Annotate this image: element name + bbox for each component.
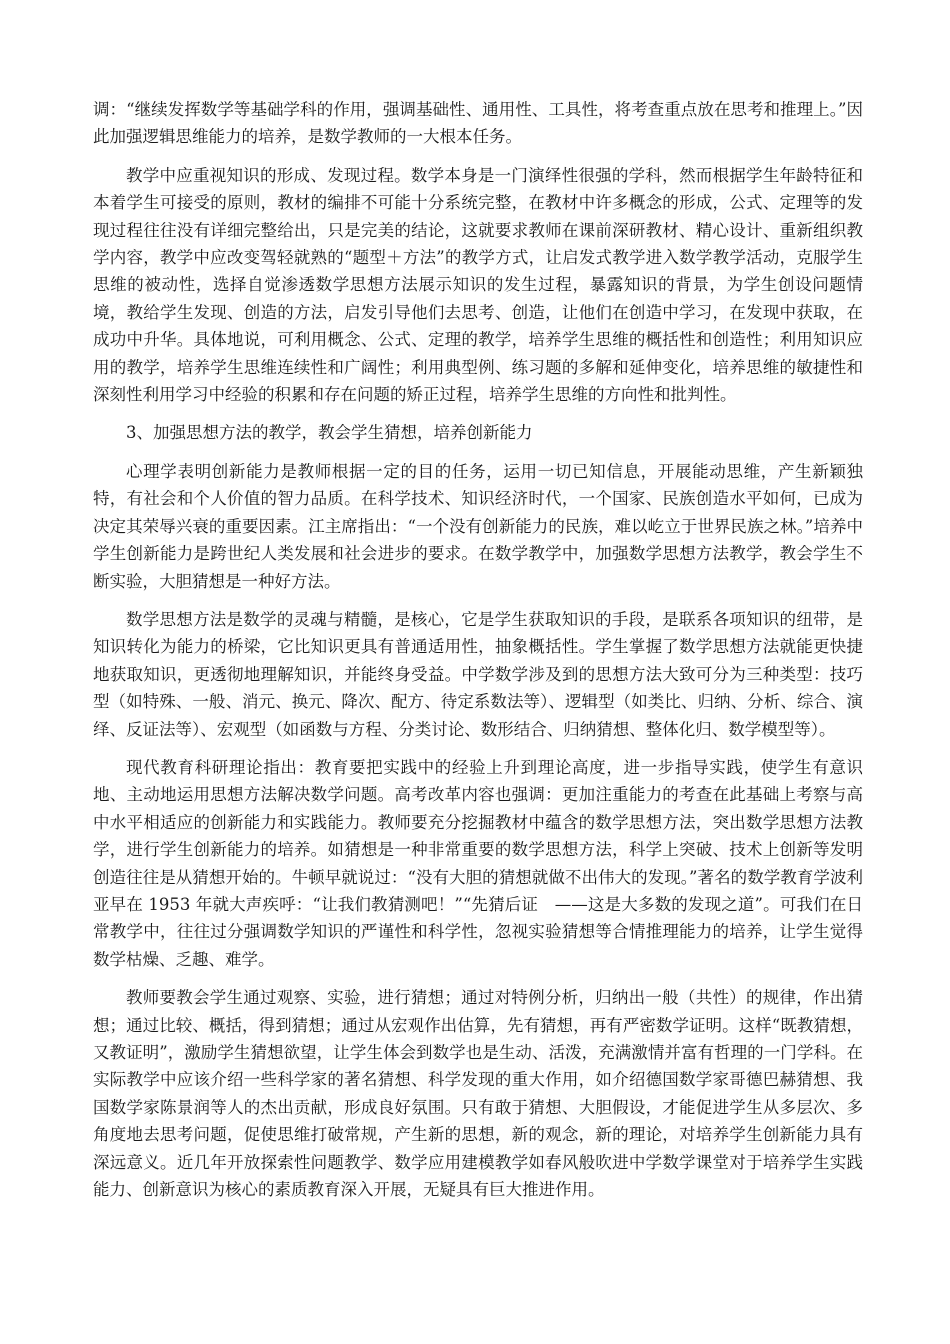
- paragraph-innovation-psychology: 心理学表明创新能力是教师根据一定的目的任务，运用一切已知信息，开展能动思维，产生新颖独特，有社会和个人价值的智力品质。在科学技术、知识经济时代，一个国家、民族创造水平如何，已成为决定其荣辱兴衰的重要因素。江主席指出：“一个没有创新能力的民族，难以屹立于世界民族之林。”培养中学生创新能力是跨世纪人类发展和社会进步的要求。在数学教学中，加强数学思想方法教学，教会学生不断实验，大胆猜想是一种好方法。: [93, 461, 863, 591]
- document-page: [93, 96, 863, 1214]
- paragraph-teach-guessing: 教师要教会学生通过观察、实验，进行猜想；通过对特例分析，归纳出一般（共性）的规律，作出猜想；通过比较、概括，得到猜想；通过从宏观作出估算，先有猜想，再有严密数学证明。这样“既教猜想，又教证明”，激励学生猜想欲望，让学生体会到数学也是生动、活泼，充满激情并富有哲理的一门学科。在实际教学中应该介绍一些科学家的著名猜想、科学发现的重大作用，如介绍德国数学家哥德巴赫猜想、我国数学家陈景润等人的杰出贡献，形成良好氛围。只有敢于猜想、大胆假设，才能促进学生从多层次、多角度地去思考问题，促使思维打破常规，产生新的思想，新的观念，新的理论，对培养学生创新能力具有深远意义。近几年开放探索性问题教学、数学应用建模教学如春风般吹进中学数学课堂对于培养学生实践能力、创新意识为核心的素质教育深入开展，无疑具有巨大推进作用。: [93, 988, 863, 1200]
- section-heading-3: 3、加强思想方法的教学，教会学生猜想，培养创新能力: [126, 423, 533, 443]
- paragraph-knowledge-formation: 教学中应重视知识的形成、发现过程。数学本身是一门演绎性很强的学科，然而根据学生年龄特征和本着学生可接受的原则，教材的编排不可能十分系统完整，在教材中许多概念的形成，公式、定理等的发现过程往往没有详细完整给出，只是完美的结论，这就要求教师在课前深研教材、精心设计、重新组织教学内容，教学中应改变驾轻就熟的“题型＋方法”的教学方式，让启发式教学进入数学教学活动，克服学生思维的被动性，选择自觉渗透数学思想方法展示知识的发生过程，暴露知识的背景，为学生创设问题情境，教给学生发现、创造的方法，启发引导他们去思考、创造，让他们在创造中学习，在发现中获取，在成功中升华。具体地说，可利用概念、公式、定理的教学，培养学生思维的概括性和创造性；利用知识应用的教学，培养学生思维连续性和广阔性；利用典型例、练习题的多解和延伸变化，培养思维的敏捷性和深刻性利用学习中经验的积累和存在问题的矫正过程，培养学生思维的方向性和批判性。: [93, 165, 863, 405]
- paragraph-thinking-methods: 数学思想方法是数学的灵魂与精髓，是核心，它是学生获取知识的手段，是联系各项知识的纽带，是知识转化为能力的桥梁，它比知识更具有普通适用性，抽象概括性。学生掌握了数学思想方法就能更快捷地获取知识，更透彻地理解知识，并能终身受益。中学数学涉及到的思想方法大致可分为三种类型：技巧型（如特殊、一般、消元、换元、降次、配方、待定系数法等）、逻辑型（如类比、归纳、分析、综合、演绎、反证法等）、宏观型（如函数与方程、分类讨论、数形结合、归纳猜想、整体化归、数学模型等）。: [93, 609, 863, 739]
- paragraph-continuation: 调：“继续发挥数学等基础学科的作用，强调基础性、通用性、工具性，将考查重点放在思考和推理上。”因此加强逻辑思维能力的培养，是数学教师的一大根本任务。: [93, 100, 863, 147]
- paragraph-modern-research: 现代教育科研理论指出：教育要把实践中的经验上升到理论高度，进一步指导实践，使学生有意识地、主动地运用思想方法解决数学问题。高考改革内容也强调：更加注重能力的考查在此基础上考察与高中水平相适应的创新能力和实践能力。教师要充分挖掘教材中蕴含的数学思想方法，突出数学思想方法教学，进行学生创新能力的培养。如猜想是一种非常重要的数学思想方法，科学上突破、技术上创新等发明创造往往是从猜想开始的。牛顿早就说过：“没有大胆的猜想就做不出伟大的发现。”著名的数学教育学波利亚早在 1953 年就大声疾呼：“让我们教猜测吧！”“先猜后证 ——这是大多数的发现之道”。可我们在日常教学中，往往过分强调数学知识的严谨性和科学性，忽视实验猜想等合情推理能力的培养，让学生觉得数学枯燥、乏趣、难学。: [93, 757, 863, 969]
